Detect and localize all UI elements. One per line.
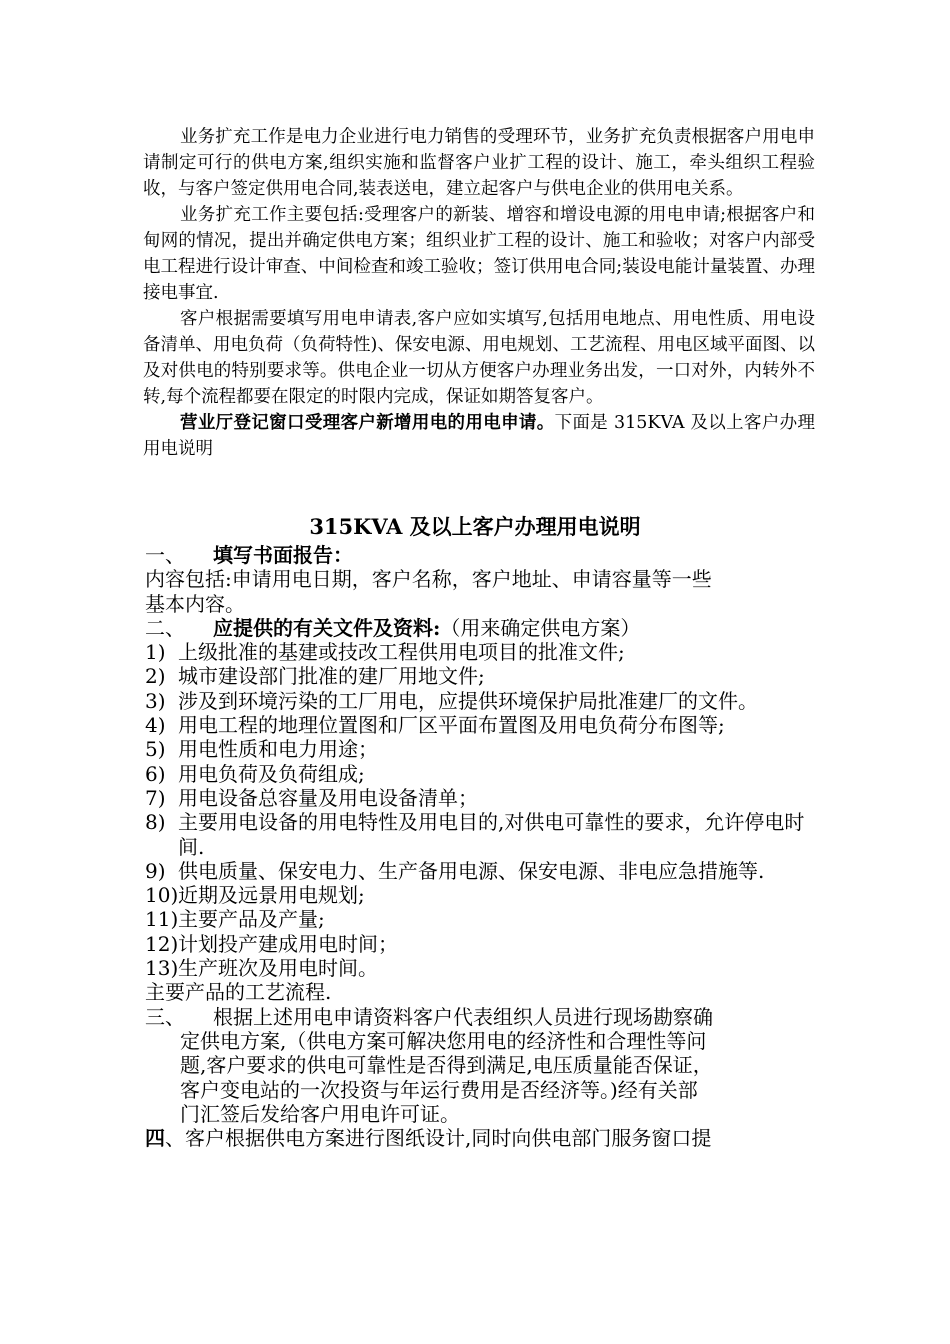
- list-item: 2) 城市建设部门批准的建厂用地文件;: [145, 664, 485, 689]
- document-body: [145, 543, 815, 1150]
- section-1-content-line-2: 基本内容。: [145, 591, 245, 616]
- list-item: 4) 用电工程的地理位置图和厂区平面布置图及用电负荷分布图等;: [145, 713, 725, 738]
- list-item: 6) 用电负荷及负荷组成;: [145, 761, 365, 786]
- section-3-line-3: 题,客户要求的供电可靠性是否得到满足,电压质量能否保证，: [180, 1053, 713, 1078]
- section-3-line-2: 定供电方案,（供电方案可解决您用电的经济性和合理性等问: [180, 1028, 707, 1053]
- section-3-line-4: 客户变电站的一次投资与年运行费用是否经济等。)经有关部: [180, 1077, 698, 1102]
- section-4-text: 客户根据供电方案进行图纸设计,同时向供电部门服务窗口提: [185, 1126, 712, 1151]
- list-item: 1) 上级批准的基建或技改工程供用电项目的批准文件;: [145, 640, 625, 665]
- section-1-heading: [145, 543, 815, 567]
- intro-paragraph-4: [143, 410, 815, 462]
- document-title: 315KVA 及以上客户办理用电说明: [309, 514, 641, 539]
- section-2-note: （用来确定供电方案）: [440, 615, 641, 640]
- list-item: 9) 供电质量、保安电力、生产备用电源、保安电源、非电应急措施等.: [145, 858, 765, 883]
- section-2-title: 应提供的有关文件及资料:: [213, 615, 441, 640]
- section-4-separator: 、: [165, 1126, 185, 1151]
- intro-paragraph-4-bold: 营业厅登记窗口受理客户新增用电的用电申请。: [180, 413, 555, 433]
- section-3-line-5: 门汇签后发给客户用电许可证。: [180, 1101, 460, 1126]
- list-item: 5) 用电性质和电力用途；: [145, 737, 378, 762]
- section-2-heading: [145, 616, 815, 640]
- section-4-line-1: [145, 1126, 815, 1150]
- list-item: 11) 主要产品及产量;: [145, 907, 325, 932]
- intro-paragraph-4-rest: 下面是 315KVA 及以上客户办理用电说明: [143, 413, 815, 459]
- section-3-number: 三、: [145, 1004, 185, 1029]
- section-2-trailing: 主要产品的工艺流程.: [145, 980, 332, 1005]
- section-1-content-line-1: 内容包括:申请用电日期，客户名称，客户地址、申请容量等一些: [145, 567, 712, 592]
- list-item: 13) 生产班次及用电时间。: [145, 956, 378, 981]
- requirements-list: [145, 640, 815, 980]
- intro-paragraph-3: 客户根据需要填写用电申请表,客户应如实填写,包括用电地点、用电性质、用电设备清单、用电负荷（负荷特性)、保安电源、用电规划、工艺流程、用电区域平面图、以及对供电的特别要求等。供电企业一切从方便客户办理业务出发，一口对外，内转外不转,每个流程都要在限定的时限内完成，保证如期答复客户。: [143, 309, 815, 407]
- section-1-number: 一、: [145, 543, 185, 567]
- list-item: 3) 涉及到环境污染的工厂用电，应提供环境保护局批准建厂的文件。: [145, 688, 758, 713]
- section-2-number: 二、: [145, 615, 185, 640]
- section-3-line-1: 三、 根据上述用电申请资料客户代表组织人员进行现场勘察确: [145, 1004, 713, 1029]
- list-item: 12) 计划投产建成用电时间；: [145, 931, 398, 956]
- intro-paragraph-1: 业务扩充工作是电力企业进行电力销售的受理环节，业务扩充负责根据客户用电申请制定可行的供电方案,组织实施和监督客户业扩工程的设计、施工，牵头组织工程验收，与客户签定供用电合同,装表送电，建立起客户与供电企业的供用电关系。: [143, 127, 815, 199]
- section-4-number: 四: [145, 1126, 165, 1151]
- list-item: 7) 用电设备总容量及用电设备清单；: [145, 785, 478, 810]
- intro-text: [143, 124, 815, 462]
- list-item: 8) 主要用电设备的用电特性及用电目的,对供电可靠性的要求，允许停电时间.: [145, 810, 805, 859]
- list-item: 10) 近期及远景用电规划;: [145, 883, 365, 908]
- section-1-title: 填写书面报告：: [213, 543, 353, 567]
- intro-paragraph-2: 业务扩充工作主要包括:受理客户的新装、增容和增设电源的用电申请;根据客户和甸网的情况，提出并确定供电方案；组织业扩工程的设计、施工和验收；对客户内部受电工程进行设计审查、中间检查和竣工验收；签订供用电合同;装设电能计量装置、办理接电事宜.: [143, 205, 815, 303]
